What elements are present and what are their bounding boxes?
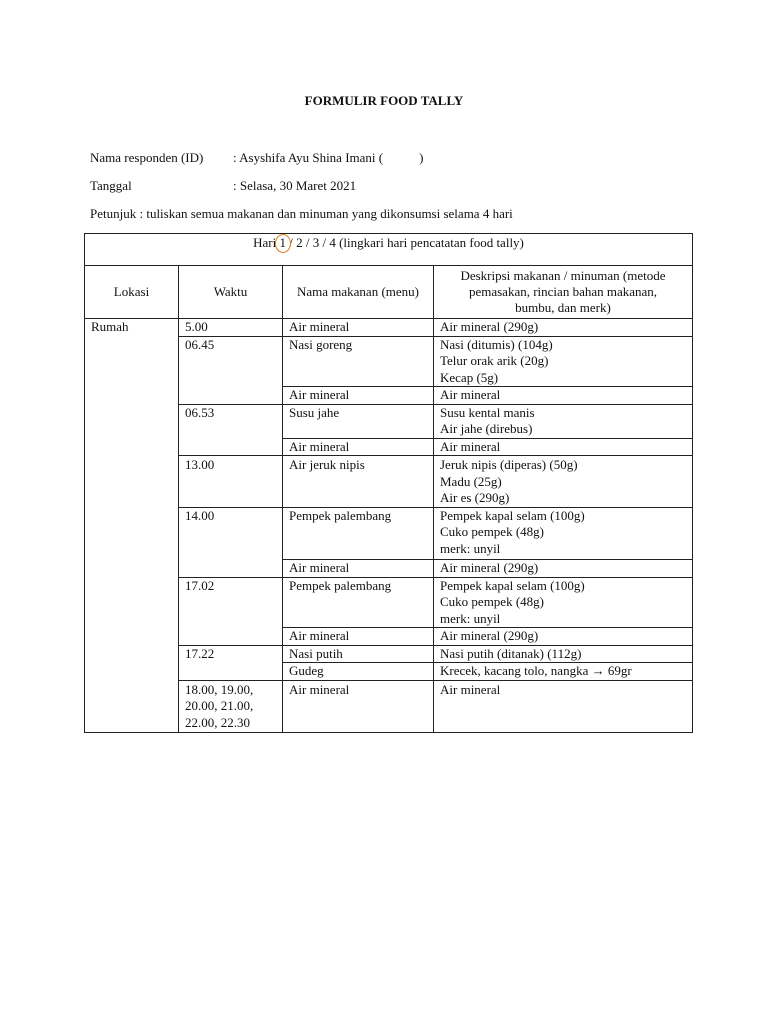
desc-line: Air mineral [440,438,501,454]
desc-cell [434,387,693,405]
desc-cell [434,336,693,387]
menu-cell: Air mineral [283,680,434,733]
menu-cell: Gudeg [283,663,434,681]
menu-cell: Air mineral [283,560,434,578]
form-title: FORMULIR FOOD TALLY [304,93,464,108]
desc-line: Cuko pempek (48g) [440,524,544,539]
header-deskripsi: Deskripsi makanan / minuman (metode pemasakan, rincian bahan makanan, bumbu, dan merk) [434,266,693,319]
time-cell: 06.53 [179,404,283,456]
desc-line: Air mineral (290g) [440,560,539,575]
time-cell: 17.02 [179,577,283,645]
desc-cell [434,577,693,628]
respondent-name-value: : Asyshifa Ayu Shina Imani ( [233,150,384,165]
desc-line: Telur orak arik (20g) [440,353,549,368]
menu-cell: Air mineral [283,387,434,405]
desc-line: Air mineral [440,681,501,697]
time-cell: 06.45 [179,336,283,404]
time-cell: 14.00 [179,507,283,577]
menu-cell: Nasi goreng [283,336,434,387]
desc-line: Madu (25g) [440,473,502,489]
desc-line: merk: unyil [440,540,501,556]
desc-line: Pempek kapal selam (100g) [440,507,585,523]
time-cell: 5.00 [179,319,283,337]
time-cell: 17.22 [179,645,283,680]
desc-cell [434,628,693,646]
desc-line: Air es (290g) [440,490,510,505]
desc-line: Jeruk nipis (diperas) (50g) [440,457,578,472]
menu-cell: Pempek palembang [283,577,434,628]
desc-line: Cuko pempek (48g) [440,594,544,609]
desc-cell [434,560,693,578]
selected-day-circle: 1 [279,235,286,250]
date-label: Tanggal [90,178,132,193]
desc-line: merk: unyil [440,610,501,626]
respondent-id-close: ) [419,150,424,165]
desc-cell [434,319,693,337]
desc-line: Air jahe (direbus) [440,421,533,436]
desc-line: Pempek kapal selam (100g) [440,577,585,593]
day-options: / 2 / 3 / 4 (lingkari hari pencatatan food tally) [285,235,524,250]
menu-cell: Susu jahe [283,404,434,438]
instructions: Petunjuk : tuliskan semua makanan dan minuman yang dikonsumsi selama 4 hari [90,206,513,221]
desc-line: Air mineral (290g) [440,319,539,334]
date-value: : Selasa, 30 Maret 2021 [233,178,357,193]
respondent-name-label: Nama responden (ID) [90,150,204,165]
desc-line: Kecap (5g) [440,369,499,385]
desc-cell [434,404,693,438]
desc-line: Susu kental manis [440,404,535,420]
day-selector [85,234,693,266]
desc-cell [434,680,693,733]
respondent-name-row [90,150,423,166]
desc-cell [434,456,693,508]
time-cell: 13.00 [179,456,283,508]
desc-cell [434,507,693,560]
menu-cell: Air mineral [283,319,434,337]
header-lokasi: Lokasi [85,266,179,319]
desc-line: Air mineral (290g) [440,628,539,643]
day-prefix: Hari [253,235,280,250]
desc-line: Krecek, kacang tolo, nangka → 69gr [440,663,632,678]
header-waktu: Waktu [179,266,283,319]
date-row [90,178,356,194]
desc-cell [434,663,693,681]
time-cell: 18.00, 19.00, 20.00, 21.00, 22.00, 22.30 [179,680,283,733]
desc-cell [434,645,693,663]
desc-line: Air mineral [440,387,501,402]
menu-cell: Pempek palembang [283,507,434,560]
desc-line: Nasi putih (ditanak) (112g) [440,645,582,661]
desc-line: Nasi (ditumis) (104g) [440,336,553,352]
header-nama-makanan: Nama makanan (menu) [283,266,434,319]
desc-cell [434,438,693,456]
menu-cell: Nasi putih [283,645,434,663]
location-cell: Rumah [85,319,179,733]
menu-cell: Air mineral [283,438,434,456]
menu-cell: Air mineral [283,628,434,646]
menu-cell: Air jeruk nipis [283,456,434,508]
food-tally-table [84,233,693,733]
